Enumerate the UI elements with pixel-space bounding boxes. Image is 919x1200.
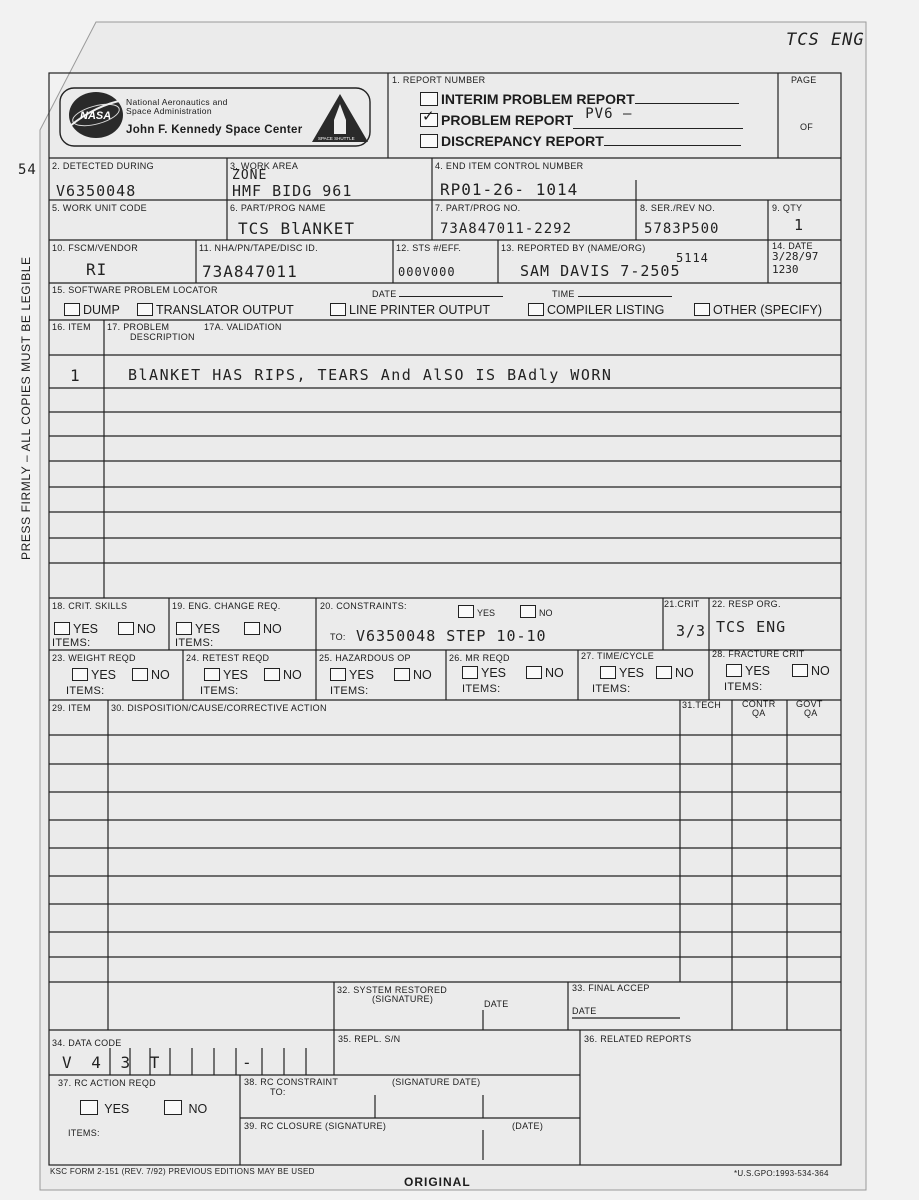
crit-21-label: 21.CRIT — [664, 599, 700, 609]
crit-skills-no[interactable]: NO — [118, 622, 156, 636]
rc-closure-date-label: (DATE) — [512, 1121, 544, 1131]
interim-checkbox[interactable] — [420, 92, 438, 106]
fscm-vendor-label: 10. FSCM/VENDOR — [52, 243, 139, 253]
discrepancy-checkbox[interactable] — [420, 134, 438, 148]
rc-to-label: TO: — [270, 1087, 286, 1097]
line-printer-output-option[interactable]: LINE PRINTER OUTPUT — [330, 303, 490, 317]
fracture-yes[interactable]: YES — [726, 664, 770, 678]
time-cycle-no[interactable]: NO — [656, 666, 694, 680]
original-stamp: ORIGINAL — [404, 1175, 471, 1189]
problem-report-checkbox-checked[interactable]: ✓ — [420, 113, 438, 127]
final-accep-date-label: DATE — [572, 1006, 597, 1016]
work-area-value-1: ZONE — [232, 168, 268, 183]
rc-action-items: ITEMS: — [68, 1128, 100, 1138]
compiler-listing-checkbox[interactable] — [528, 303, 544, 316]
crit-value: 3/3 — [676, 622, 707, 640]
compiler-listing-option[interactable]: COMPILER LISTING — [528, 303, 664, 317]
problem-report-value: PV6 – — [585, 106, 633, 122]
crit-skills-items: ITEMS: — [52, 637, 91, 649]
crit-skills-yes[interactable]: YES — [54, 622, 98, 636]
eng-change-yes[interactable]: YES — [176, 622, 220, 636]
item-29-label: 29. ITEM — [52, 703, 91, 713]
rc-action-label: 37. RC ACTION REQD — [58, 1078, 156, 1088]
retest-yes[interactable]: YES — [204, 668, 248, 682]
sts-eff-value: 000V000 — [398, 265, 456, 279]
nasa-logo-text: NASA — [80, 110, 112, 122]
agency-line-1: National Aeronautics and — [126, 97, 228, 107]
problem-description-value: BlANKET HAS RIPS, TEARS And AlSO IS BAdly WORN — [128, 366, 613, 384]
date-label: 14. DATE — [772, 241, 813, 251]
ser-rev-label: 8. SER./REV NO. — [640, 203, 716, 213]
hazardous-no-checkbox[interactable] — [394, 668, 410, 681]
hazardous-op-label: 25. HAZARDOUS OP — [319, 653, 411, 663]
constraints-no-checkbox[interactable] — [520, 605, 536, 618]
part-name-value: TCS BlANKET — [238, 219, 355, 238]
other-checkbox[interactable] — [694, 303, 710, 316]
crit-skills-label: 18. CRIT. SKILLS — [52, 601, 128, 611]
reported-by-extra: 5114 — [676, 251, 709, 265]
time-value: 1230 — [772, 263, 799, 276]
system-restored-signature-label: (SIGNATURE) — [372, 994, 434, 1004]
constraints-to-label: TO: — [330, 632, 346, 642]
translator-output-checkbox[interactable] — [137, 303, 153, 316]
resp-org-value: TCS ENG — [716, 618, 787, 636]
time-cycle-yes-checkbox[interactable] — [600, 666, 616, 679]
fracture-no[interactable]: NO — [792, 664, 830, 678]
sts-eff-label: 12. STS #/EFF. — [396, 243, 462, 253]
system-restored-label: 32. SYSTEM RESTORED — [337, 985, 448, 995]
govt-qa-label-1: GOVT — [796, 699, 823, 709]
constraints-label: 20. CONSTRAINTS: — [320, 601, 407, 611]
nha-value: 73A847011 — [202, 262, 298, 281]
report-number-label: 1. REPORT NUMBER — [392, 75, 486, 85]
work-area-value-2: HMF BIDG 961 — [232, 182, 353, 200]
rc-action-yes[interactable]: YES — [80, 1100, 129, 1116]
part-no-value: 73A847011-2292 — [440, 221, 573, 237]
retest-reqd-label: 24. RETEST REQD — [186, 653, 270, 663]
agency-line-2: Space Administration — [126, 106, 212, 116]
crit-skills-yes-checkbox[interactable] — [54, 622, 70, 635]
end-item-value: RP01-26- 1014 — [440, 180, 579, 199]
disposition-label: 30. DISPOSITION/CAUSE/CORRECTIVE ACTION — [111, 703, 327, 713]
weight-reqd-label: 23. WEIGHT REQD — [52, 653, 136, 663]
hazardous-items: ITEMS: — [330, 685, 369, 697]
fracture-no-checkbox[interactable] — [792, 664, 808, 677]
validation-label: 17A. VALIDATION — [204, 322, 282, 332]
constraints-no[interactable]: NO — [520, 605, 553, 618]
gpo-note: *U.S.GPO:1993-534-364 — [734, 1169, 829, 1178]
repl-sn-label: 35. REPL. S/N — [338, 1034, 401, 1044]
fscm-vendor-value: RI — [86, 260, 108, 279]
mr-no-checkbox[interactable] — [526, 666, 542, 679]
eng-change-yes-checkbox[interactable] — [176, 622, 192, 635]
eng-change-label: 19. ENG. CHANGE REQ. — [172, 601, 281, 611]
weight-items: ITEMS: — [66, 685, 105, 697]
time-cycle-items: ITEMS: — [592, 683, 631, 695]
time-cycle-no-checkbox[interactable] — [656, 666, 672, 679]
problem-desc-label-1: 17. PROBLEM — [107, 322, 170, 332]
margin-number: 54 — [18, 162, 37, 178]
constraints-yes-checkbox[interactable] — [458, 605, 474, 618]
qty-value: 1 — [794, 216, 805, 234]
reported-by-label: 13. REPORTED BY (NAME/ORG) — [501, 243, 646, 253]
contr-qa-label-1: CONTR — [742, 699, 776, 709]
constraints-value: V6350048 STEP 10-10 — [356, 627, 547, 645]
mr-reqd-label: 26. MR REQD — [449, 653, 510, 663]
line-printer-output-checkbox[interactable] — [330, 303, 346, 316]
end-item-label: 4. END ITEM CONTROL NUMBER — [435, 161, 584, 171]
time-cycle-label: 27. TIME/CYCLE — [581, 651, 655, 661]
rc-action-no[interactable]: NO — [164, 1100, 207, 1116]
date-value: 3/28/97 — [772, 250, 819, 263]
translator-output-option[interactable]: TRANSLATOR OUTPUT — [137, 303, 294, 317]
system-restored-date-label: DATE — [484, 999, 509, 1009]
nha-label: 11. NHA/PN/TAPE/DISC ID. — [199, 243, 318, 253]
part-name-label: 6. PART/PROG NAME — [230, 203, 326, 213]
retest-no-checkbox[interactable] — [264, 668, 280, 681]
work-unit-code-label: 5. WORK UNIT CODE — [52, 203, 147, 213]
detected-during-value: V6350048 — [56, 182, 137, 200]
retest-items: ITEMS: — [200, 685, 239, 697]
related-reports-label: 36. RELATED REPORTS — [584, 1034, 692, 1044]
fracture-crit-label: 28. FRACTURE CRIT — [712, 649, 805, 659]
rc-signature-date-label: (SIGNATURE DATE) — [392, 1077, 481, 1087]
weight-no[interactable]: NO — [132, 668, 170, 682]
resp-org-label: 22. RESP ORG. — [712, 599, 781, 609]
software-time-label: TIME — [552, 289, 672, 299]
part-no-label: 7. PART/PROG NO. — [435, 203, 521, 213]
hazardous-yes[interactable]: YES — [330, 668, 374, 682]
hazardous-no[interactable]: NO — [394, 668, 432, 682]
qty-label: 9. QTY — [772, 203, 803, 213]
mr-no[interactable]: NO — [526, 666, 564, 680]
mr-items: ITEMS: — [462, 683, 501, 695]
data-code-dash: - — [242, 1053, 253, 1072]
eng-change-no[interactable]: NO — [244, 622, 282, 636]
problem-report-option[interactable]: ✓ PROBLEM REPORT PV6 – — [420, 112, 743, 129]
discrepancy-report-option[interactable]: DISCREPANCY REPORT — [420, 133, 741, 149]
reported-by-value: SAM DAVIS 7-2505 — [520, 262, 681, 280]
eng-change-no-checkbox[interactable] — [244, 622, 260, 635]
mr-yes-checkbox[interactable] — [462, 666, 478, 679]
problem-desc-label-2: DESCRIPTION — [130, 332, 195, 342]
contr-qa-label-2: QA — [752, 708, 766, 718]
detected-during-label: 2. DETECTED DURING — [52, 161, 154, 171]
form-id: KSC FORM 2-151 (REV. 7/92) PREVIOUS EDITIONS MAY BE USED — [50, 1167, 315, 1176]
dump-checkbox[interactable] — [64, 303, 80, 316]
tech-label: 31.TECH — [682, 700, 722, 710]
mr-yes[interactable]: YES — [462, 666, 506, 680]
software-date-label: DATE — [372, 289, 503, 299]
constraints-yes[interactable]: YES — [458, 605, 495, 618]
svg-text:SPACE SHUTTLE: SPACE SHUTTLE — [318, 136, 355, 141]
weight-yes-checkbox[interactable] — [72, 668, 88, 681]
fracture-items: ITEMS: — [724, 681, 763, 693]
problem-item-value: 1 — [70, 366, 81, 385]
center-name: John F. Kennedy Space Center — [126, 124, 303, 136]
eng-change-items: ITEMS: — [175, 637, 214, 649]
crit-skills-no-checkbox[interactable] — [118, 622, 134, 635]
rc-action-no-checkbox[interactable] — [164, 1100, 182, 1115]
other-specify-option[interactable]: OTHER (SPECIFY) — [694, 303, 822, 317]
side-instruction: PRESS FIRMLY – ALL COPIES MUST BE LEGIBLE — [19, 256, 33, 560]
retest-no[interactable]: NO — [264, 668, 302, 682]
final-accep-label: 33. FINAL ACCEP — [572, 983, 650, 993]
data-code-value: V 4 3 T — [62, 1053, 165, 1072]
rc-action-yes-checkbox[interactable] — [80, 1100, 98, 1115]
rc-closure-label: 39. RC CLOSURE (SIGNATURE) — [244, 1121, 387, 1131]
rc-constraint-label: 38. RC CONSTRAINT — [244, 1077, 339, 1087]
govt-qa-label-2: QA — [804, 708, 818, 718]
page-label: PAGE — [791, 75, 817, 85]
corner-note: TCS ENG — [786, 30, 865, 50]
dump-option[interactable]: DUMP — [64, 303, 120, 317]
hazardous-yes-checkbox[interactable] — [330, 668, 346, 681]
ser-rev-value: 5783P500 — [644, 221, 720, 237]
fracture-yes-checkbox[interactable] — [726, 664, 742, 677]
weight-yes[interactable]: YES — [72, 668, 116, 682]
software-locator-label: 15. SOFTWARE PROBLEM LOCATOR — [52, 285, 218, 295]
of-label: OF — [800, 122, 814, 132]
item-16-label: 16. ITEM — [52, 322, 91, 332]
data-code-label: 34. DATA CODE — [52, 1038, 122, 1048]
weight-no-checkbox[interactable] — [132, 668, 148, 681]
retest-yes-checkbox[interactable] — [204, 668, 220, 681]
work-area-label: 3. WORK AREA — [230, 161, 299, 171]
time-cycle-yes[interactable]: YES — [600, 666, 644, 680]
interim-problem-report-option[interactable]: INTERIM PROBLEM REPORT — [420, 91, 739, 107]
